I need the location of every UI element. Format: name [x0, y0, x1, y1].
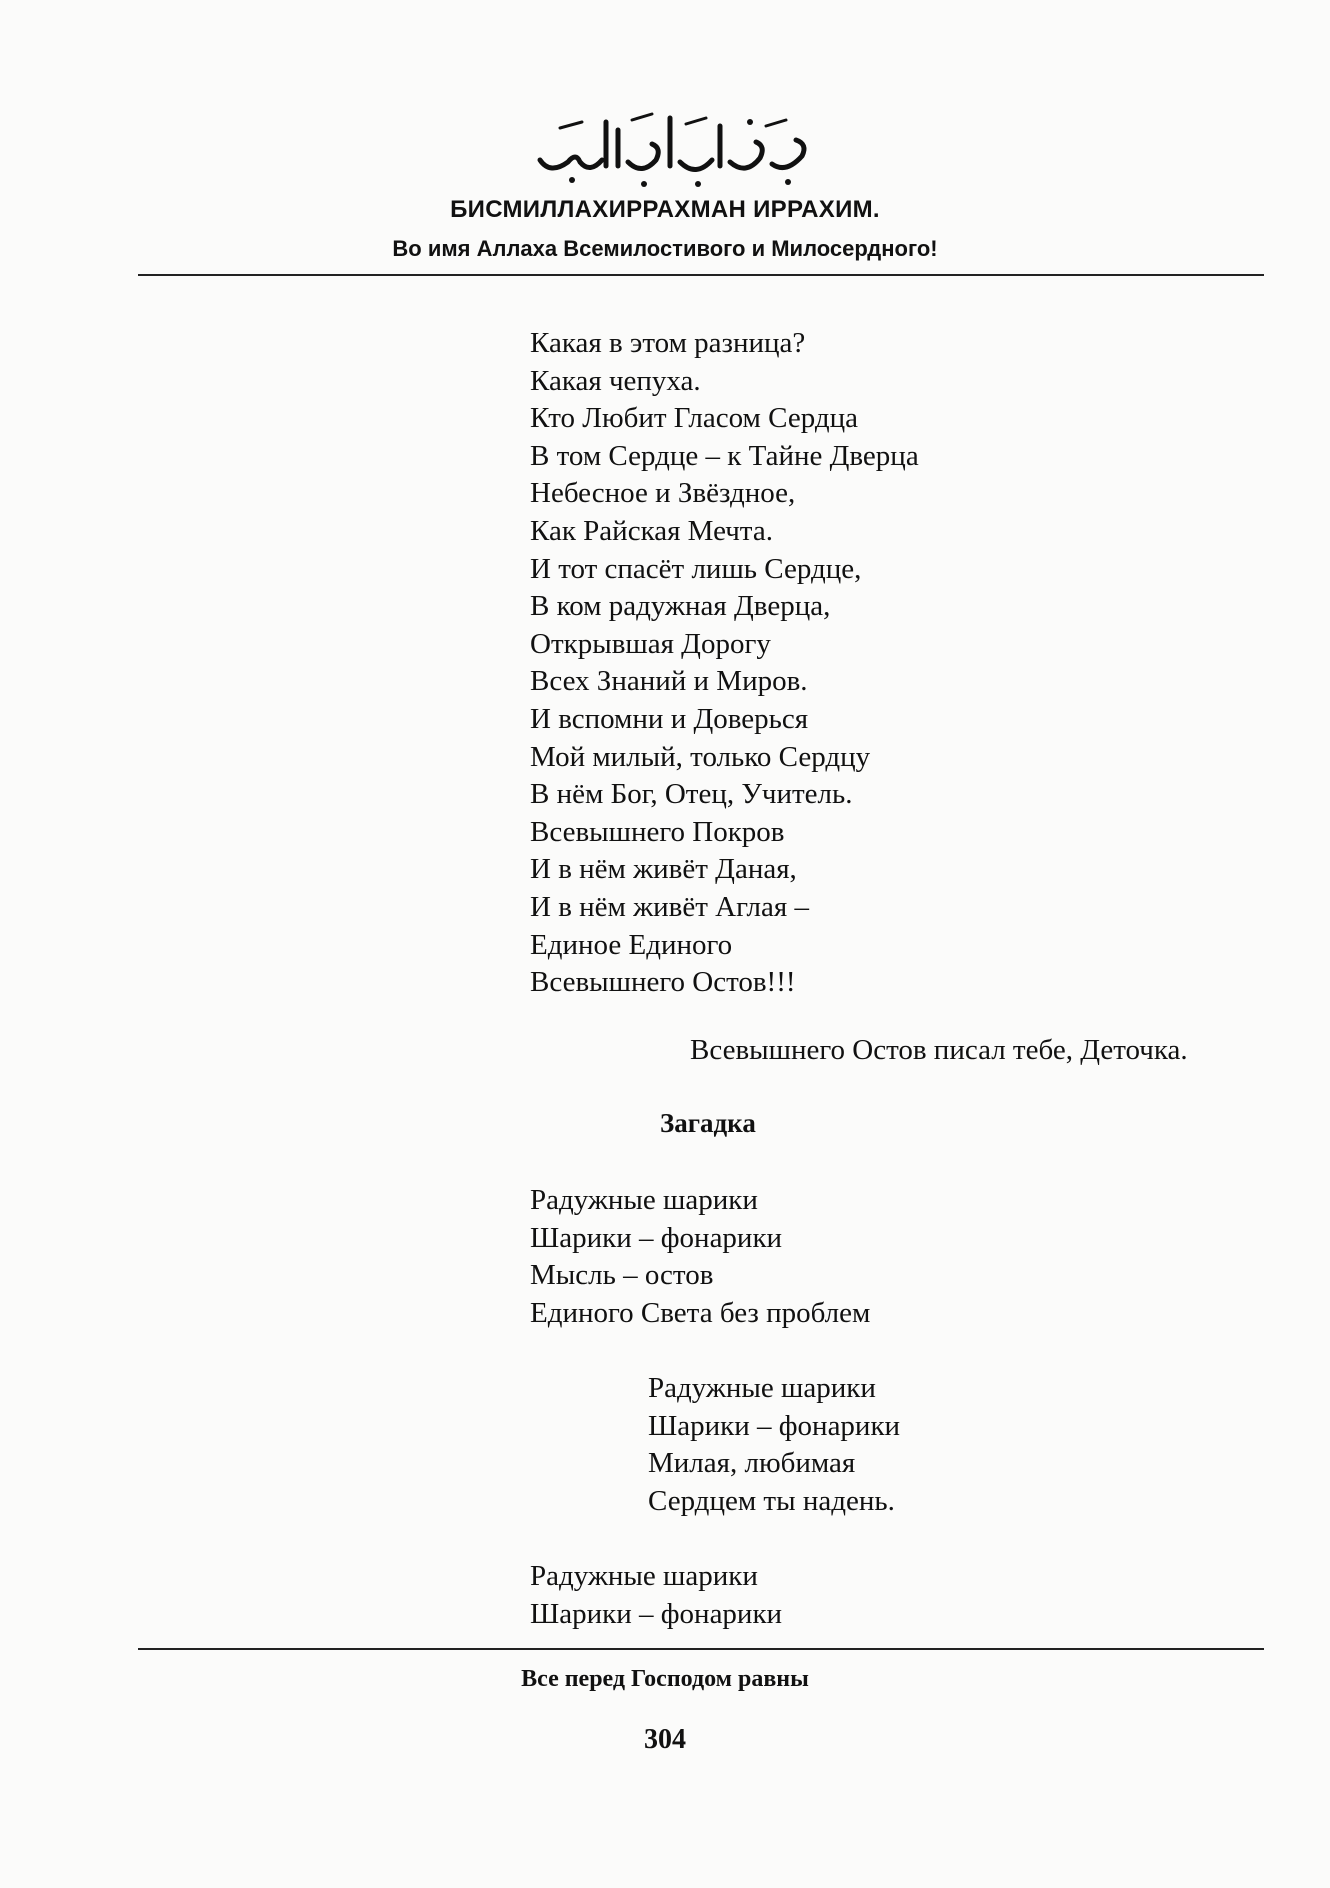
riddle-line: Сердцем ты надень. [648, 1484, 895, 1517]
poem-line: И вспомни и Доверься [530, 702, 809, 735]
riddle-line: Милая, любимая [648, 1447, 856, 1480]
header-title: БИСМИЛЛАХИРРАХМАН ИРРАХИМ. [450, 196, 880, 223]
poem-line: И в нём живёт Даная, [530, 853, 797, 886]
footer-title: Все перед Господом равны [521, 1666, 809, 1692]
riddle-title: Загадка [660, 1108, 756, 1138]
riddle-line: Шарики – фонарики [530, 1221, 783, 1254]
poem-line: Мой милый, только Сердцу [530, 740, 871, 773]
poem-line: Небесное и Звёздное, [530, 477, 796, 510]
poem-line: В ком радужная Дверца, [530, 590, 831, 623]
poem-line: Как Райская Мечта. [530, 514, 773, 547]
poem-stanza [530, 325, 919, 1002]
poem-line: Открывшая Дорогу [530, 627, 771, 660]
poem-signature: Всевышнего Остов писал тебе, Деточка. [690, 1034, 1188, 1066]
poem-line: Какая в этом разница? [530, 327, 806, 359]
riddle-line: Единого Света без проблем [530, 1296, 871, 1329]
header-subtitle: Во имя Аллаха Всемилостивого и Милосердного! [392, 236, 938, 261]
riddle-line: Радужные шарики [530, 1560, 758, 1592]
poem-line: Всевышнего Остов!!! [530, 966, 796, 999]
riddle-stanza-2 [648, 1370, 900, 1520]
riddle-stanza-1 [530, 1182, 870, 1332]
riddle-line: Радужные шарики [648, 1372, 876, 1404]
poem-line: Всех Знаний и Миров. [530, 665, 808, 698]
header-divider [138, 274, 1264, 276]
riddle-line: Шарики – фонарики [648, 1409, 901, 1442]
riddle-stanza-3 [530, 1558, 782, 1633]
poem-line: Кто Любит Гласом Сердца [530, 402, 858, 435]
poem-line: В том Сердце – к Тайне Дверца [530, 439, 919, 472]
bismillah-calligraphy-icon [520, 100, 820, 190]
riddle-line: Радужные шарики [530, 1184, 758, 1216]
poem-line: Единое Единого [530, 928, 733, 961]
riddle-line: Мысль – остов [530, 1259, 714, 1292]
poem-line: И в нём живёт Аглая – [530, 890, 809, 923]
poem-line: Какая чепуха. [530, 364, 701, 397]
page-number: 304 [644, 1724, 686, 1755]
footer-divider [138, 1648, 1264, 1650]
poem-line: И тот спасёт лишь Сердце, [530, 552, 862, 585]
riddle-line: Шарики – фонарики [530, 1597, 783, 1630]
poem-line: В нём Бог, Отец, Учитель. [530, 778, 853, 811]
poem-line: Всевышнего Покров [530, 815, 785, 848]
